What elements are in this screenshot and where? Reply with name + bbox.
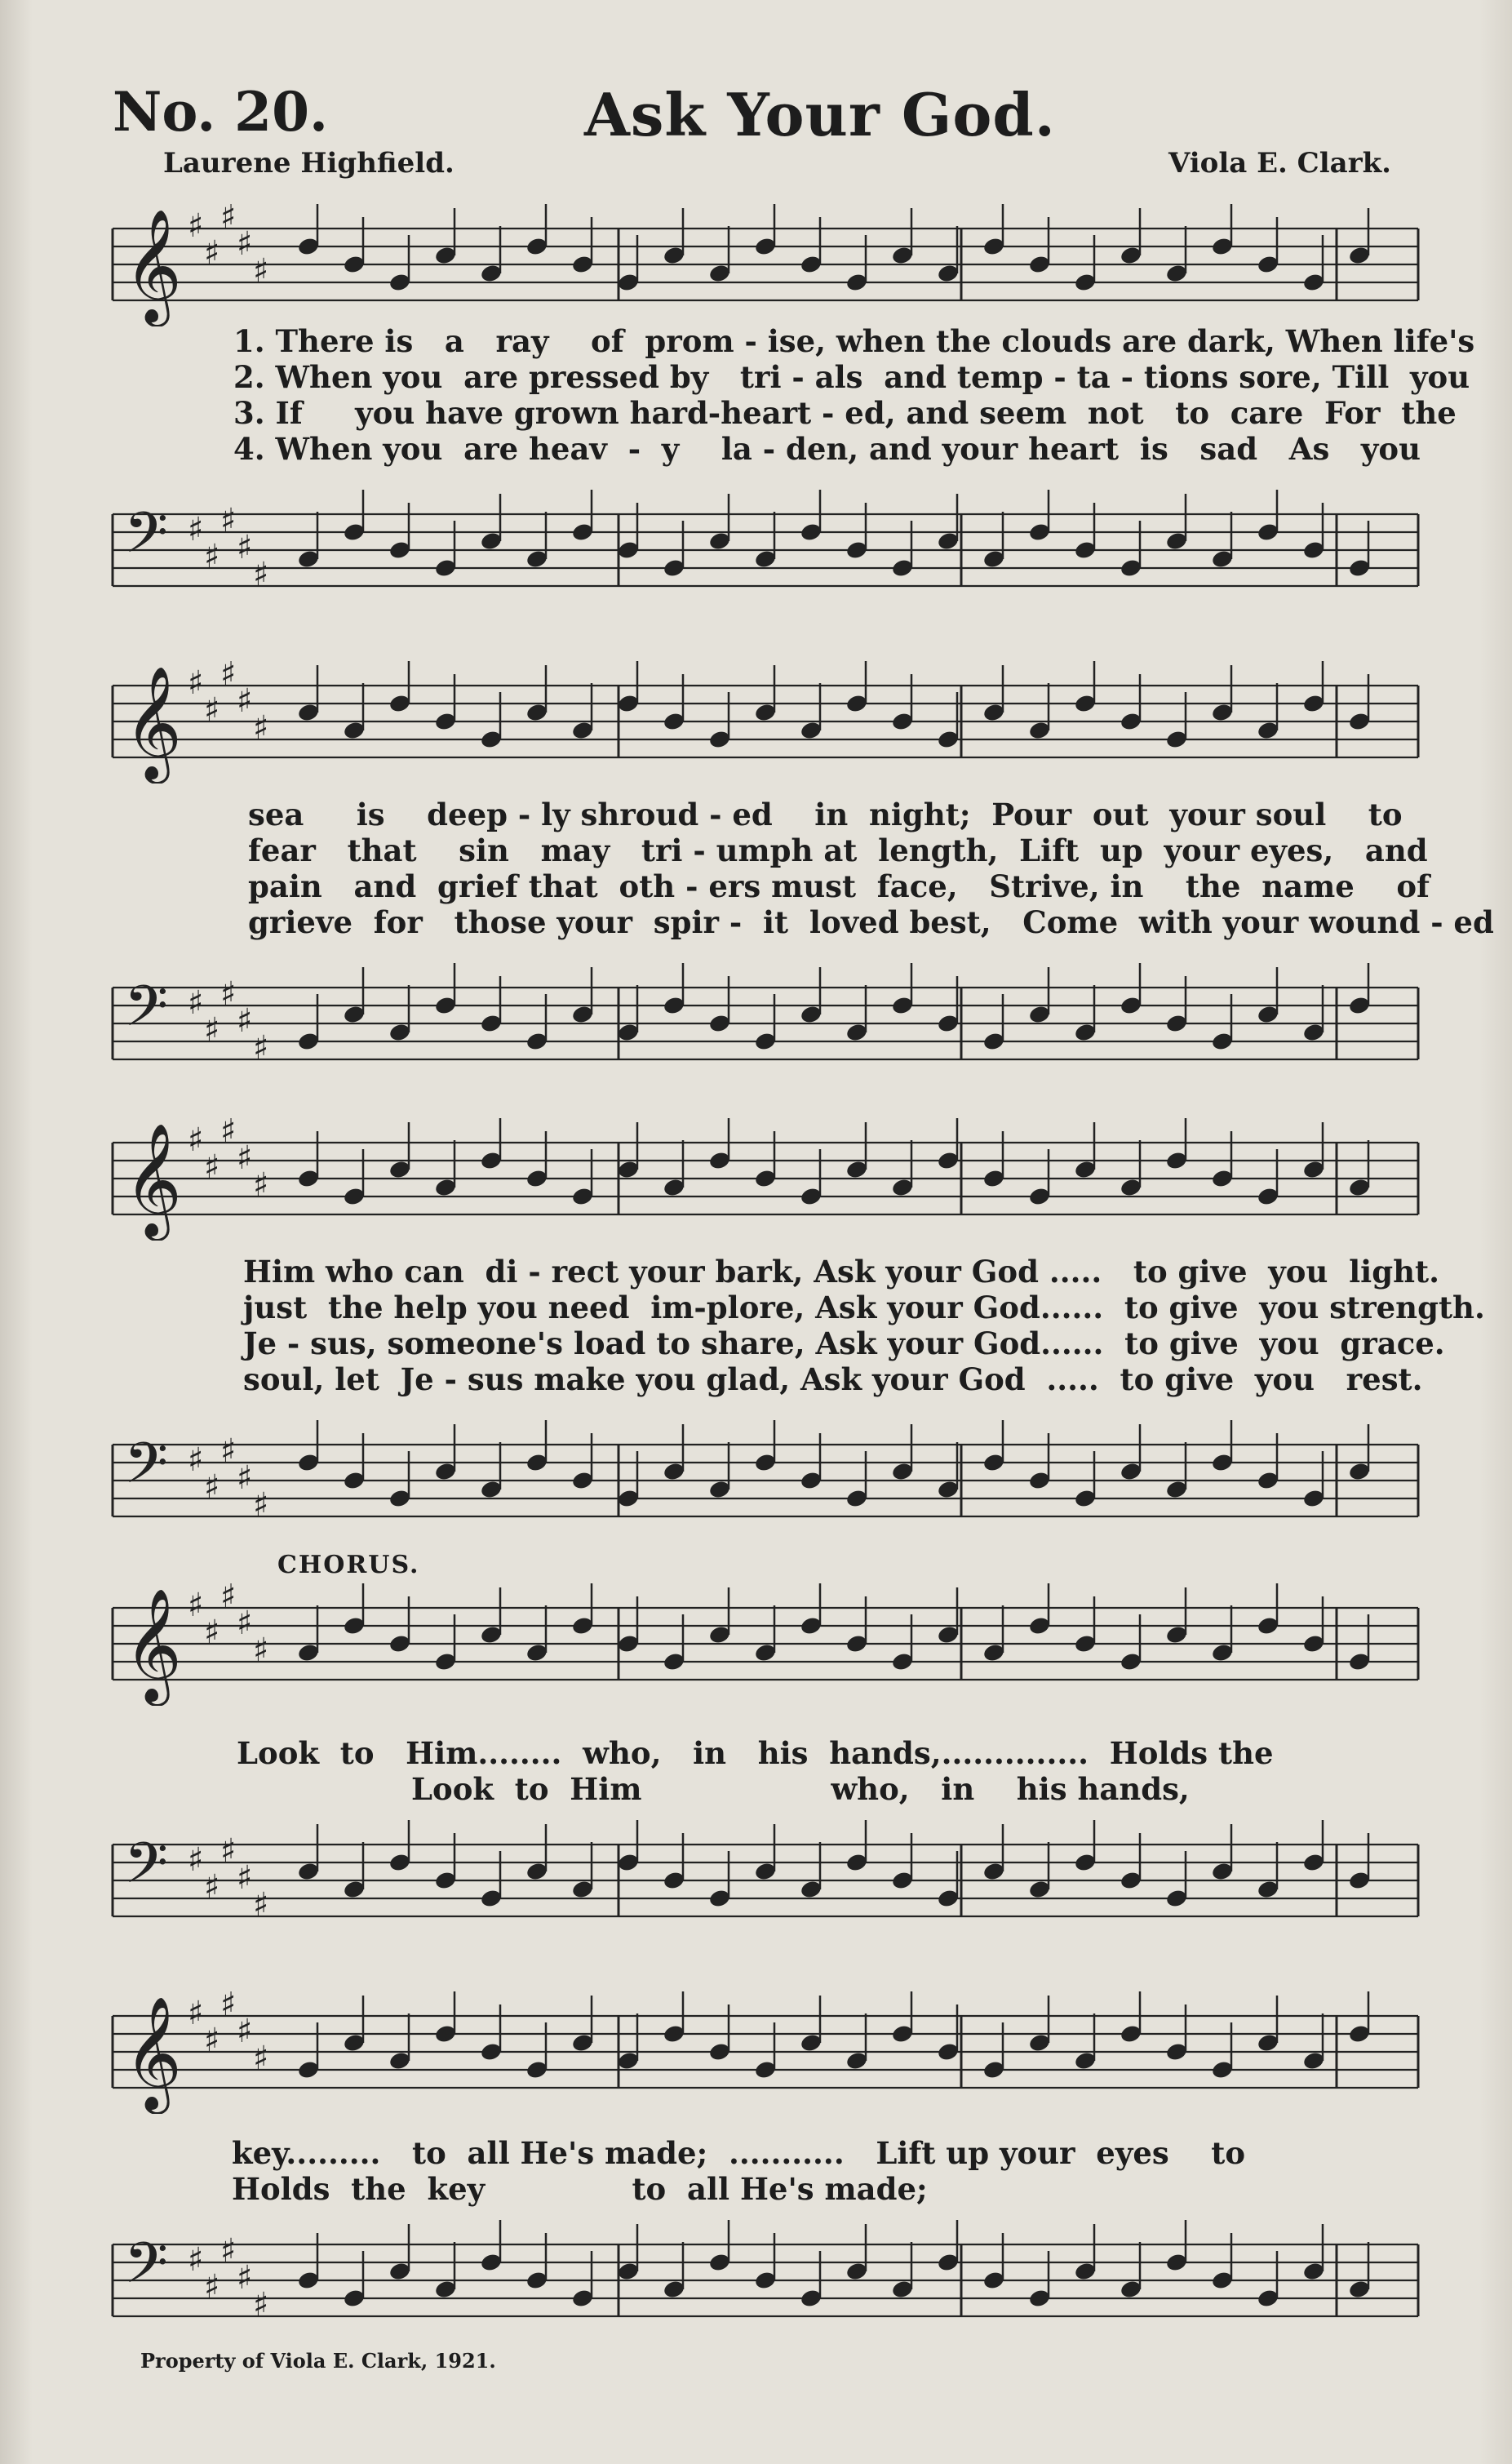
hymn-title: Ask Your God. [584,80,1056,149]
page-left-edge [0,0,33,2464]
page-right-edge [1479,0,1512,2464]
treble-staff [96,1991,1441,2114]
treble-staff [96,661,1441,784]
lyric-line: pain and grief that oth - ers must face, Strive, in the name of [248,868,1430,904]
sharp-icon: ♯ [237,1139,253,1177]
lyric-line: Him who can di - rect your bark, Ask your God ..... to give you light. [243,1254,1439,1290]
sharp-icon: ♯ [204,2022,220,2059]
sharp-icon: ♯ [220,502,237,539]
sharp-icon: ♯ [237,1859,253,1897]
bass-staff [96,490,1441,612]
lyricist-credit: Laurene Highfield. [163,147,454,180]
sharp-icon: ♯ [237,682,253,720]
lyric-line: 1. There is a ray of prom - ise, when the clouds are dark, When life's [233,323,1475,359]
sharp-icon: ♯ [188,1995,204,2032]
sharp-icon: ♯ [188,1587,204,1624]
sharp-icon: ♯ [237,225,253,263]
sharp-icon: ♯ [204,538,220,575]
sharp-icon: ♯ [253,709,269,747]
sharp-icon: ♯ [253,2286,269,2324]
sharp-icon: ♯ [188,511,204,548]
sharp-icon: ♯ [188,664,204,702]
sharp-icon: ♯ [237,529,253,566]
lyric-line: 4. When you are heav - y la - den, and your heart is sad As you [233,431,1421,467]
lyric-line: Holds the key to all He's made; [232,2171,928,2207]
sharp-icon: ♯ [253,1632,269,1669]
lyric-line: Look to Him........ who, in his hands,.............. Holds the [237,1735,1274,1771]
sharp-icon: ♯ [237,2259,253,2297]
sharp-icon: ♯ [188,207,204,245]
lyric-line: soul, let Je - sus make you glad, Ask your God ..... to give you rest. [243,1361,1423,1397]
lyric-line: grieve for those your spir - it loved best, Come with your wound - ed [248,904,1494,940]
sharp-icon: ♯ [253,252,269,290]
sharp-icon: ♯ [204,1011,220,1049]
sharp-icon: ♯ [220,975,237,1013]
music-system-1 [96,180,1475,604]
sharp-icon: ♯ [204,1868,220,1906]
treble-staff [96,1118,1441,1241]
lyric-line: Look to Him who, in his hands, [411,1771,1190,1807]
sharp-icon: ♯ [253,1166,269,1204]
sharp-icon: ♯ [188,1441,204,1479]
sharp-icon: ♯ [188,2241,204,2279]
hymn-number: No. 20. [113,80,328,144]
bass-clef-icon: 𝄢 [124,1430,169,1510]
sharp-icon: ♯ [204,691,220,729]
treble-clef-icon: 𝄞 [124,1996,182,2110]
composer-credit: Viola E. Clark. [1168,147,1391,180]
treble-staff [96,204,1441,326]
sharp-icon: ♯ [204,1614,220,1651]
copyright-footer: Property of Viola E. Clark, 1921. [140,2349,496,2373]
sharp-icon: ♯ [237,1605,253,1642]
sharp-icon: ♯ [220,204,237,236]
bass-staff [96,2220,1441,2342]
sharp-icon: ♯ [204,234,220,272]
chorus-label: CHORUS. [277,1551,420,1579]
treble-clef-icon: 𝄞 [124,209,182,322]
sharp-icon: ♯ [204,2268,220,2306]
bass-staff [96,1820,1441,1942]
lyric-line: fear that sin may tri - umph at length, Lift up your eyes, and [248,832,1428,868]
sharp-icon: ♯ [204,1148,220,1186]
bass-clef-icon: 𝄢 [124,2230,169,2310]
lyric-line: 2. When you are pressed by tri - als and temp - ta - tions sore, Till you [233,359,1470,395]
sharp-icon: ♯ [220,1991,237,2023]
music-system-2 [96,637,1494,1067]
treble-clef-icon: 𝄞 [124,1123,182,1236]
sharp-icon: ♯ [253,1886,269,1924]
bass-staff [96,1420,1441,1543]
bass-clef-icon: 𝄢 [124,499,169,579]
sharp-icon: ♯ [237,1459,253,1497]
sharp-icon: ♯ [188,1121,204,1159]
treble-staff [96,1583,1441,1706]
lyric-line: key......... to all He's made; ........... Lift up your eyes to [232,2135,1245,2171]
treble-clef-icon: 𝄞 [124,666,182,779]
music-system-5 [96,1975,1441,2334]
sharp-icon: ♯ [220,1118,237,1150]
bass-staff [96,963,1441,1085]
sharp-icon: ♯ [220,1832,237,1870]
sharp-icon: ♯ [204,1468,220,1506]
lyric-line: just the help you need im-plore, Ask your God...... to give you strength. [243,1290,1485,1325]
sharp-icon: ♯ [253,1486,269,1524]
sharp-icon: ♯ [220,2232,237,2270]
bass-clef-icon: 𝄢 [124,973,169,1053]
music-system-4 [96,1551,1441,1942]
sharp-icon: ♯ [253,2040,269,2077]
lyric-line: 3. If you have grown hard-heart - ed, and seem not to care For the [233,395,1457,431]
bass-clef-icon: 𝄢 [124,1830,169,1910]
treble-clef-icon: 𝄞 [124,1588,182,1702]
sharp-icon: ♯ [253,1029,269,1067]
sharp-icon: ♯ [237,1002,253,1040]
sharp-icon: ♯ [253,556,269,593]
lyric-line: Je - sus, someone's load to share, Ask your God...... to give you grace. [243,1325,1445,1361]
lyric-line: sea is deep - ly shroud - ed in night; Pour out your soul to [248,797,1403,832]
sharp-icon: ♯ [220,1432,237,1470]
sharp-icon: ♯ [220,661,237,693]
music-system-3 [96,1094,1485,1524]
sharp-icon: ♯ [237,2013,253,2050]
sharp-icon: ♯ [188,984,204,1022]
sharp-icon: ♯ [188,1841,204,1879]
sharp-icon: ♯ [220,1583,237,1615]
